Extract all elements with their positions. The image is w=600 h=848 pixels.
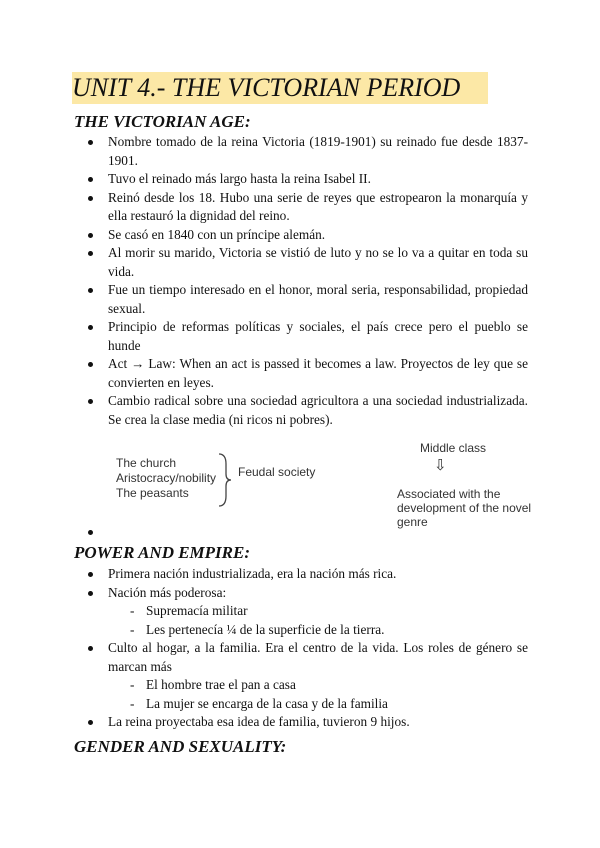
- bullet-icon: [88, 646, 93, 651]
- list-item: Tuvo el reinado más largo hasta la reina Isabel II.: [74, 170, 528, 189]
- bullet-icon: [88, 177, 93, 182]
- list-item: Primera nación industrializada, era la nación más rica.: [74, 565, 528, 584]
- bullet-icon: [88, 140, 93, 145]
- list-item: Nombre tomado de la reina Victoria (1819-1901) su reinado fue desde 1837-1901.: [74, 133, 528, 170]
- list-item: La reina proyectaba esa idea de familia, tuvieron 9 hijos.: [74, 713, 528, 732]
- sublist: [74, 676, 528, 713]
- dash-icon: -: [130, 621, 135, 637]
- unit-title: UNIT 4.- THE VICTORIAN PERIOD: [72, 72, 488, 104]
- list-item: Act → Law: When an act is passed it becomes a law. Proyectos de ley que se convierten en leyes.: [74, 355, 528, 392]
- list-item: Nación más poderosa:: [74, 584, 528, 603]
- list-item: Culto al hogar, a la familia. Era el centro de la vida. Los roles de género se marcan más: [74, 639, 528, 676]
- bullet-icon: [88, 196, 93, 201]
- bullet-icon: [88, 572, 93, 577]
- bullet-icon: [88, 325, 93, 330]
- bullet-icon: [88, 233, 93, 238]
- diagram-feudal-label: Feudal society: [238, 465, 316, 479]
- empty-bullet-icon: [88, 530, 93, 535]
- diagram-group-aristocracy: Aristocracy/nobility: [116, 471, 217, 485]
- list-item: Al morir su marido, Victoria se vistió de luto y no se lo va a quitar en toda su vida.: [74, 244, 528, 281]
- bullet-icon: [88, 362, 93, 367]
- curly-brace-icon: [216, 452, 232, 508]
- bullet-icon: [88, 399, 93, 404]
- section-title-victorian-age: THE VICTORIAN AGE:: [74, 112, 251, 131]
- sub-list-item: - El hombre trae el pan a casa: [74, 676, 528, 695]
- diagram-associated-line-3: genre: [397, 515, 428, 529]
- sub-list-item: - Supremacía militar: [74, 602, 528, 621]
- dash-icon: -: [130, 603, 135, 618]
- list-item: Principio de reformas políticas y sociales, el país crece pero el pueblo se hunde: [74, 318, 528, 355]
- diagram-middle-class: Middle class: [420, 441, 487, 455]
- diagram-group-peasants: The peasants: [116, 486, 189, 500]
- sub-list-item: - Les pertenecía ¼ de la superficie de la tierra.: [74, 621, 528, 640]
- sublist: [74, 602, 528, 639]
- sublist-container: [74, 602, 528, 639]
- list-item: Fue un tiempo interesado en el honor, moral seria, responsabilidad, propiedad sexual.: [74, 281, 528, 318]
- bullet-icon: [88, 288, 93, 293]
- list-item: Se casó en 1840 con un príncipe alemán.: [74, 226, 528, 245]
- diagram-associated-line-2: development of the novel: [397, 501, 532, 515]
- list-item: Cambio radical sobre una sociedad agricultora a una sociedad industrializada. Se crea la clase media (ni ricos ni pobres).: [74, 392, 528, 429]
- power-and-empire-list: [74, 565, 528, 732]
- section-title-gender-and-sexuality: GENDER AND SEXUALITY:: [74, 737, 287, 756]
- bullet-icon: [88, 720, 93, 725]
- dash-icon: -: [130, 677, 135, 692]
- sub-list-item: - La mujer se encarga de la casa y de la familia: [74, 695, 528, 714]
- down-arrow-icon: ⇩: [434, 457, 447, 474]
- bullet-icon: [88, 251, 93, 256]
- dash-icon: -: [130, 695, 135, 711]
- list-item: Reinó desde los 18. Hubo una serie de reyes que estropearon la monarquía y ella restauró la dignidad del reino.: [74, 189, 528, 226]
- diagram-group-church: The church: [116, 456, 177, 470]
- section-title-power-and-empire: POWER AND EMPIRE:: [74, 543, 251, 562]
- diagram-associated-line-1: Associated with the: [397, 487, 501, 501]
- bullet-icon: [88, 591, 93, 596]
- feudal-society-diagram: [112, 436, 532, 532]
- sublist-container: [74, 676, 528, 713]
- victorian-age-list: [74, 133, 528, 429]
